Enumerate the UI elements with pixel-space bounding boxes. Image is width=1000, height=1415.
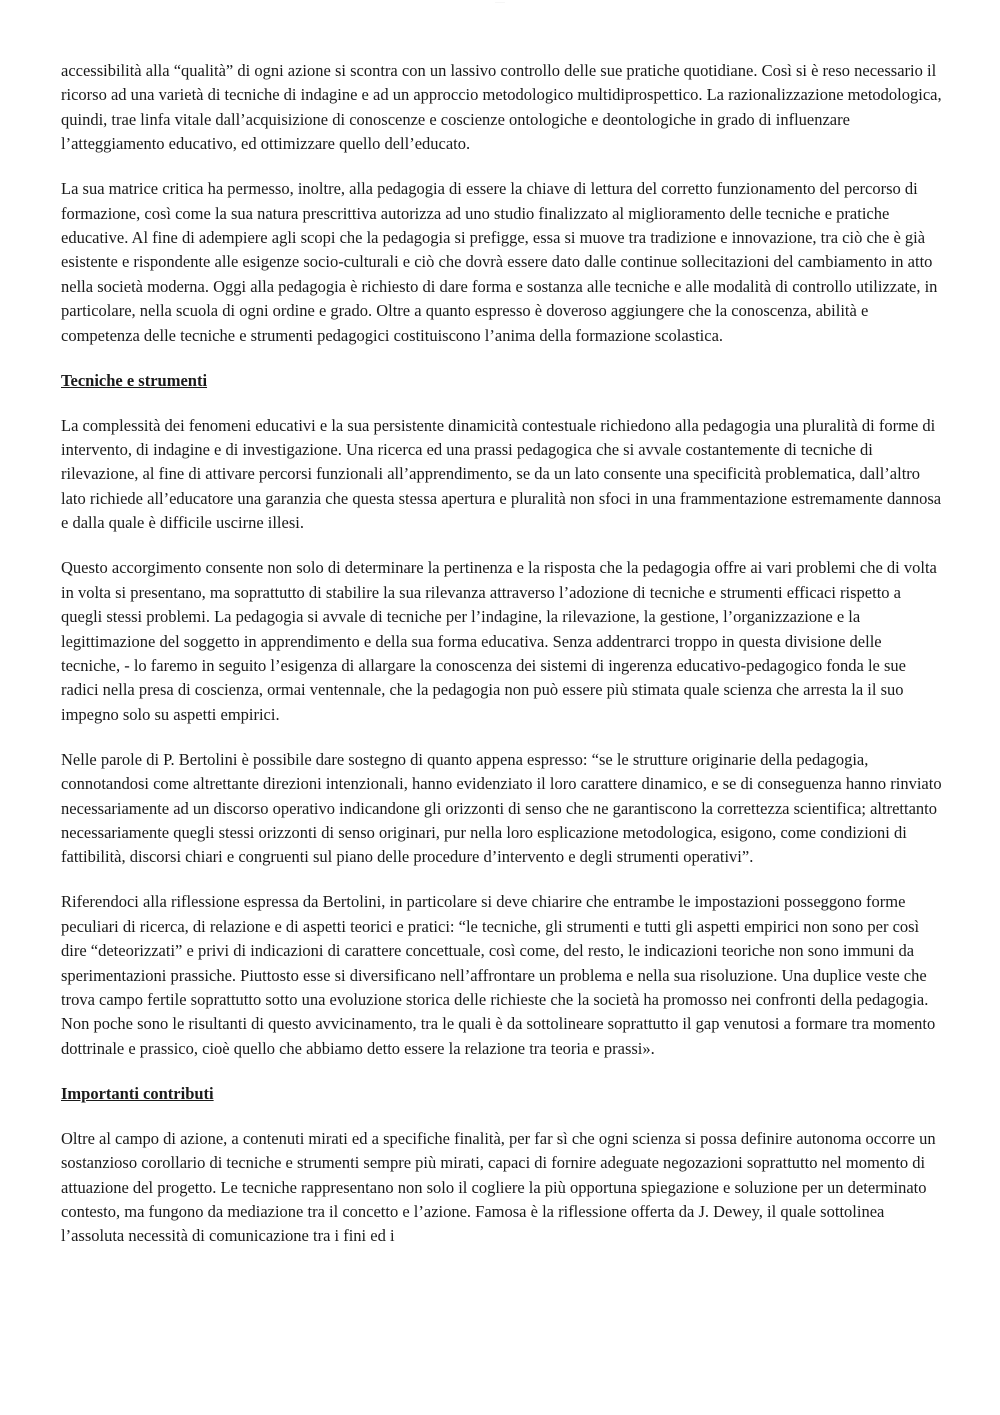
- paragraph-2: La sua matrice critica ha permesso, inoltre, alla pedagogia di essere la chiave di lettura del corretto funzionamento del percorso di formazione, così come la sua natura prescrittiva autorizza ad uno studio finalizzato al miglioramento delle tecniche e pratiche educative. Al fine di adempiere agli scopi che la pedagogia si prefigge, essa si muove tra tradizione e innovazione, tra ciò che è già esistente e rispondente alle esigenze socio-culturali e ciò che dovrà essere dato dalle continue sollecitazioni del cambiamento in atto nella società moderna. Oggi alla pedagogia è richiesto di dare forma e sostanza alle tecniche e alle modalità di controllo utilizzate, in particolare, nella scuola di ogni ordine e grado. Oltre a quanto espresso è doveroso aggiungere che la conoscenza, abilità e competenza delle tecniche e strumenti pedagogici costituiscono l’anima della formazione scolastica.: [61, 179, 938, 345]
- paragraph-1: accessibilità alla “qualità” di ogni azione si scontra con un lassivo controllo delle sue pratiche quotidiane. Così si è reso necessario il ricorso ad una varietà di tecniche di indagine e ad un approccio metodologico multidiprospettico. La razionalizzazione metodologica, quindi, trae linfa vitale dall’acquisizione di conoscenze e coscienze ontologiche e deontologiche in grado di influenzare l’atteggiamento educativo, ed ottimizzare quello dell’educato.: [61, 61, 942, 154]
- section-heading-contributi: Importanti contributi: [61, 1083, 214, 1103]
- paragraph-4: Questo accorgimento consente non solo di determinare la pertinenza e la risposta che la pedagogia offre ai vari problemi che di volta in volta si presentano, ma soprattutto di stabilire la sua rilevanza attraverso l’adozione di tecniche e strumenti efficaci rispetto a quegli stessi problemi. La pedagogia si avvale di tecniche per l’indagine, la rilevazione, la gestione, l’organizzazione e la legittimazione del soggetto in apprendimento e della sua forma educativa. Senza addentrarci troppo in questa divisione delle tecniche, - lo faremo in seguito l’esigenza di allargare la conoscenza dei sistemi di ingerenza educativo-pedagogico fonda le sue radici nella presa di coscienza, ormai ventennale, che la pedagogia non può essere più stimata quale scienza che arresta la il suo impegno solo su aspetti empirici.: [61, 558, 937, 724]
- paragraph-3: La complessità dei fenomeni educativi e la sua persistente dinamicità contestuale richiedono alla pedagogia una pluralità di forme di intervento, di indagine e di investigazione. Una ricerca ed una prassi pedagogica che si avvale costantemente di tecniche di rilevazione, al fine di attivare percorsi funzionali all’apprendimento, se da un lato consente una specificità problematica, dall’altro lato richiede all’educatore una garanzia che questa stessa apertura e pluralità non sfoci in una frammentazione estremamente dannosa e dalla quale è difficile uscirne illesi.: [61, 415, 942, 533]
- document-body: [61, 59, 943, 1269]
- paragraph-5: Nelle parole di P. Bertolini è possibile dare sostegno di quanto appena espresso: “se le strutture originarie della pedagogia, connotandosi come altrettante direzioni intenzionali, hanno evidenziato il loro carattere dinamico, e se di conseguenza hanno rinviato necessariamente ad un discorso operativo indicandone gli orizzonti di senso che ne garantiscono la correttezza scientifica; altrettanto necessariamente quegli stessi orizzonti di senso originari, pur nella loro esplicazione metodologica, esigono, come condizioni di fattibilità, discorsi chiari e congruenti sul piano delle procedure d’intervento e degli strumenti operativi”.: [61, 749, 942, 867]
- paragraph-7: Oltre al campo di azione, a contenuti mirati ed a specifiche finalità, per far sì che ogni scienza si possa definire autonoma occorre un sostanzioso corollario di tecniche e strumenti sempre più mirati, capaci di fornire adeguate negozazioni soprattutto nel momento di attuazione del progetto. Le tecniche rappresentano non solo il cogliere la più opportuna spiegazione e soluzione per un determinato contesto, ma fungono da mediazione tra il concetto e l’azione. Famosa è la riflessione offerta da J. Dewey, il quale sottolinea l’assoluta necessità di comunicazione tra i fini ed i: [61, 1128, 936, 1246]
- paragraph-6: Riferendoci alla riflessione espressa da Bertolini, in particolare si deve chiarire che entrambe le impostazioni posseggono forme peculiari di ricerca, di relazione e di aspetti teorici e pratici: “le tecniche, gli strumenti e tutti gli aspetti empirici non sono per così dire “deteorizzati” e privi di indicazioni di carattere concettuale, così come, del resto, le indicazioni teoriche non sono immuni da sperimentazioni prassiche. Piuttosto esse si diversificano nell’affrontare un problema e nella sua risoluzione. Una duplice veste che trova campo fertile soprattutto sotto una evoluzione storica delle richieste che la società ha promosso nei confronti della pedagogia. Non poche sono le risultanti di questo avvicinamento, tra le quali è da sottolineare soprattutto il gap venutosi a formare tra momento dottrinale e prassico, cioè quello che abbiamo detto essere la relazione tra teoria e prassi».: [61, 892, 936, 1058]
- section-heading-tecniche: Tecniche e strumenti: [61, 370, 208, 390]
- header-mark: ··········: [495, 0, 505, 4]
